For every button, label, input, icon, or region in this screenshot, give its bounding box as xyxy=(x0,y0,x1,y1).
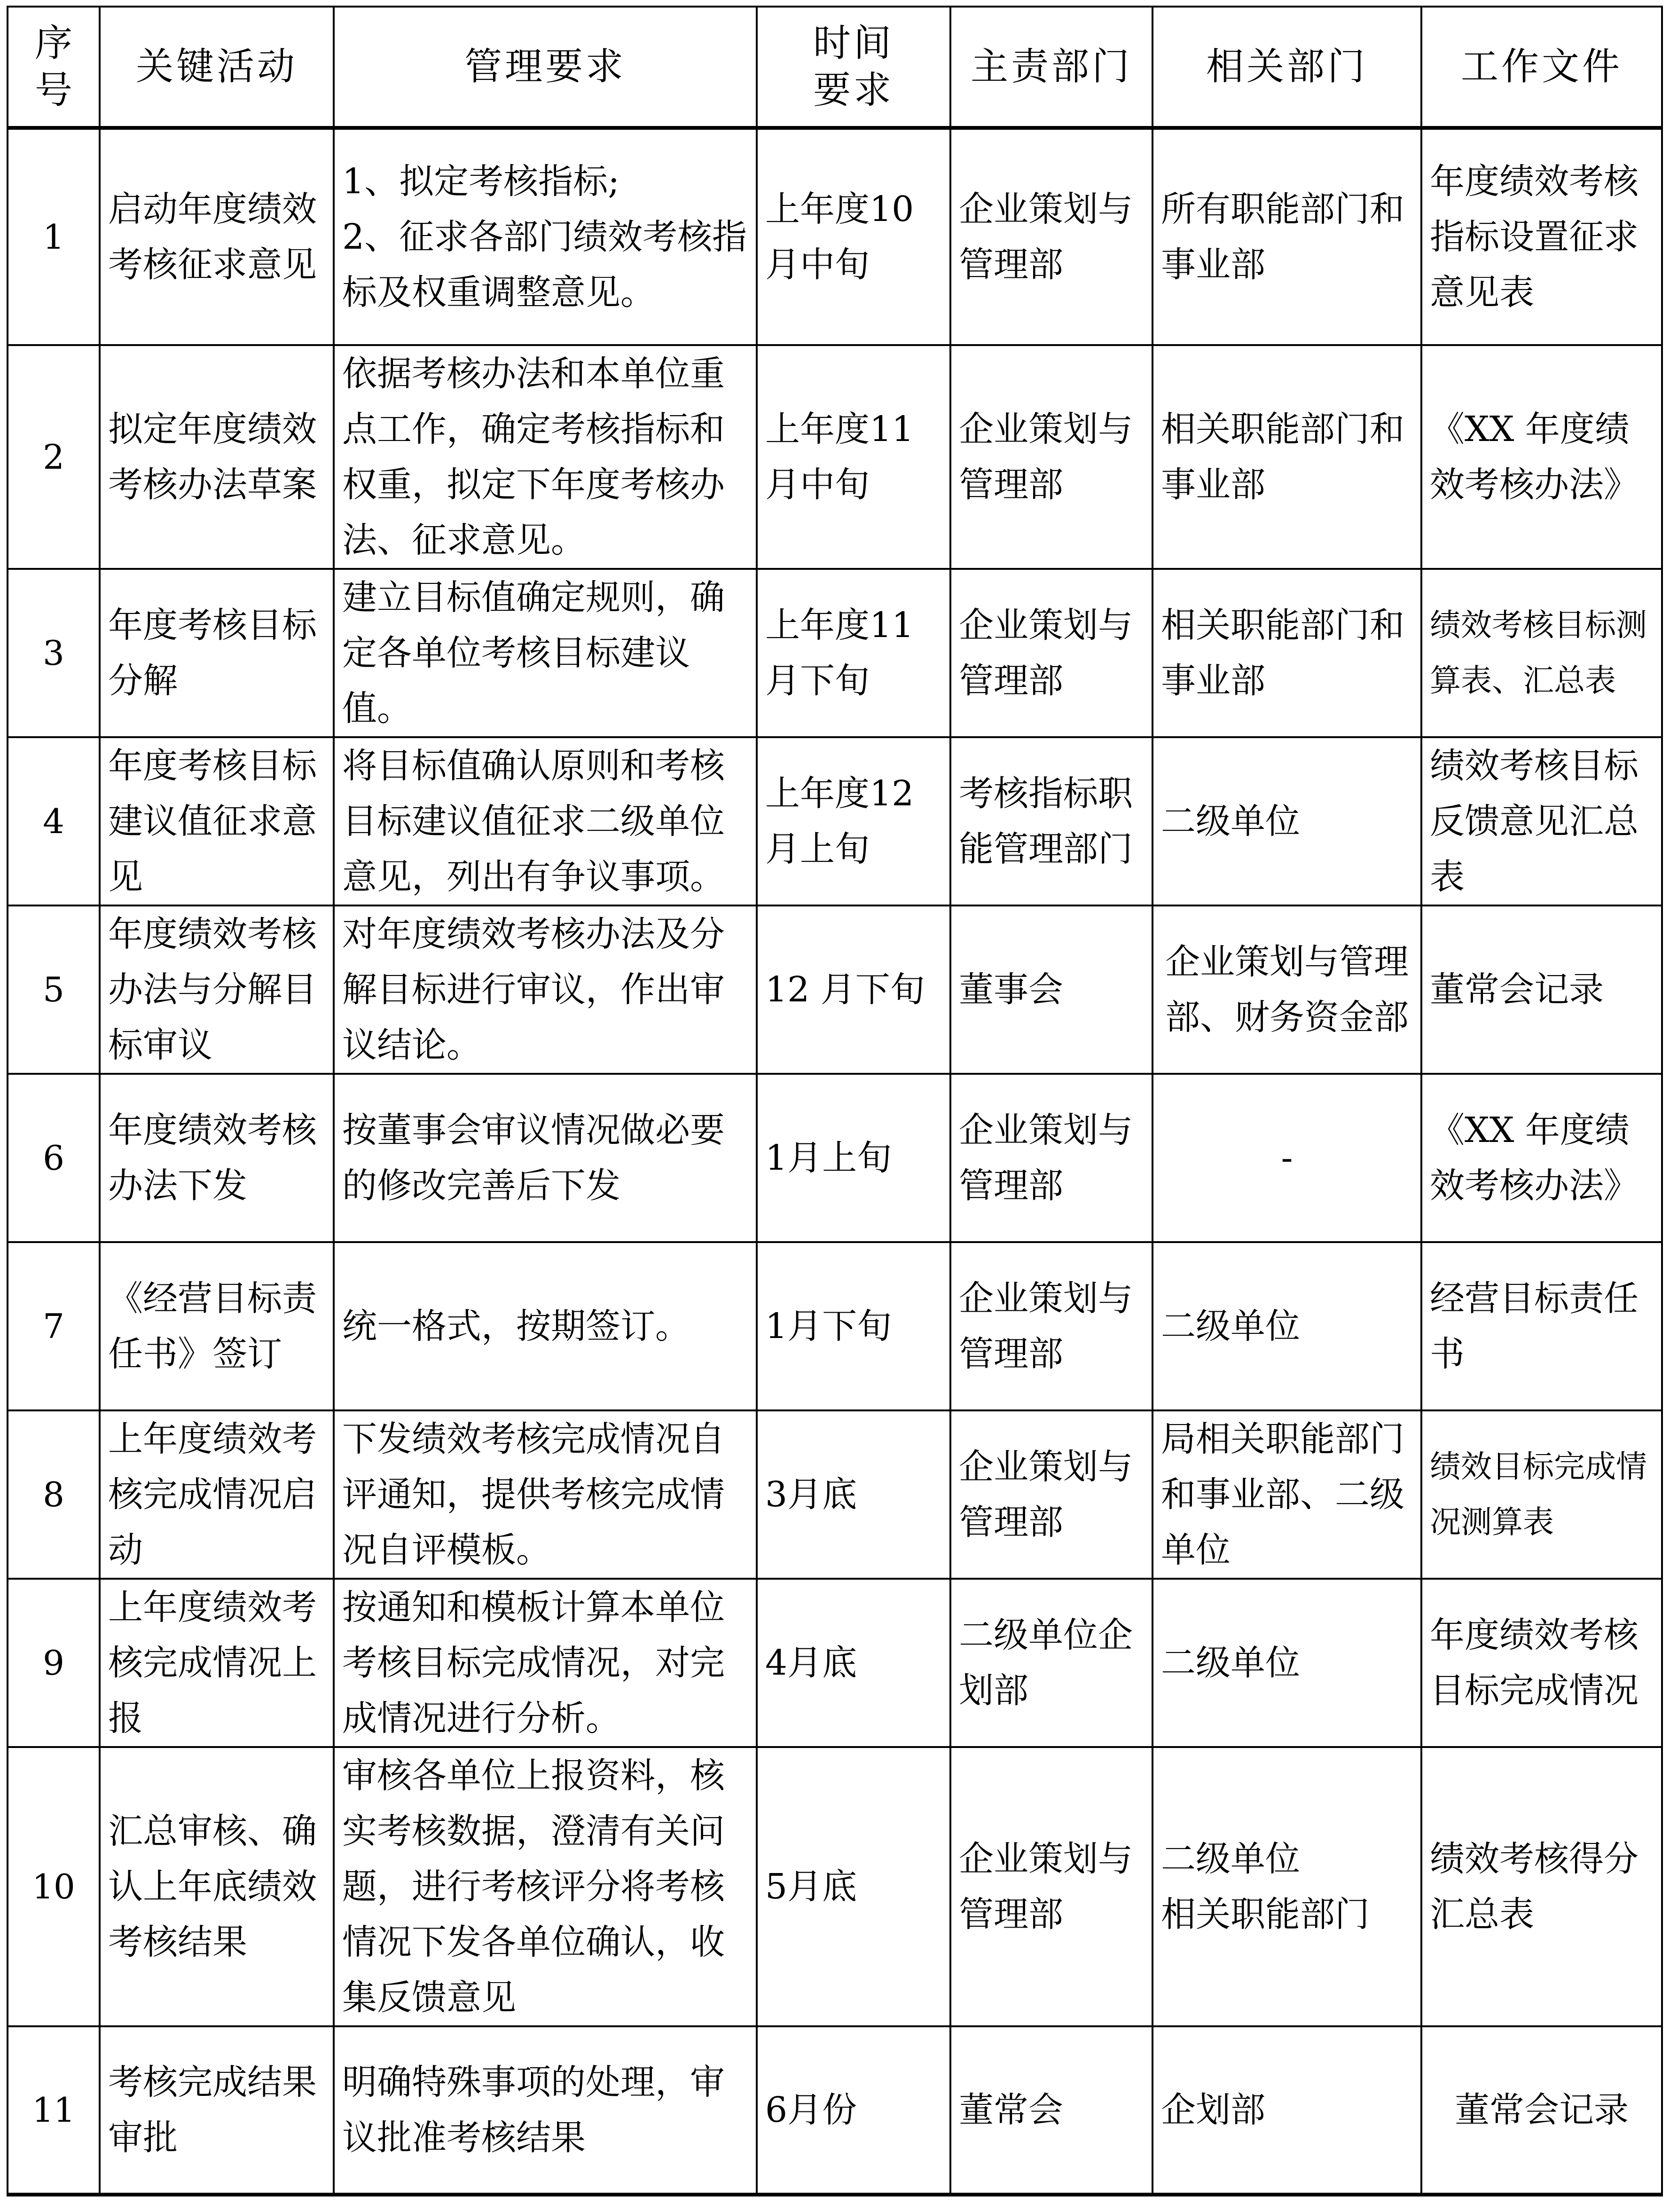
cell-docs: 《XX 年度绩效考核办法》 xyxy=(1421,345,1662,569)
cell-owner: 企业策划与管理部 xyxy=(950,1747,1153,2026)
cell-docs: 绩效考核目标测算表、汇总表 xyxy=(1421,569,1662,737)
cell-seq: 2 xyxy=(8,345,100,569)
cell-related: 相关职能部门和事业部 xyxy=(1153,345,1421,569)
cell-requirement: 明确特殊事项的处理，审议批准考核结果 xyxy=(334,2026,757,2195)
cell-activity: 启动年度绩效考核征求意见 xyxy=(100,128,334,345)
cell-time: 3月底 xyxy=(757,1410,950,1579)
cell-activity: 年度考核目标分解 xyxy=(100,569,334,737)
cell-requirement: 按通知和模板计算本单位考核目标完成情况，对完成情况进行分析。 xyxy=(334,1579,757,1747)
cell-seq: 8 xyxy=(8,1410,100,1579)
cell-owner: 企业策划与管理部 xyxy=(950,1242,1153,1410)
header-related: 相关部门 xyxy=(1153,7,1421,128)
header-requirement: 管理要求 xyxy=(334,7,757,128)
table-row xyxy=(8,1579,1662,1747)
table-row xyxy=(8,737,1662,905)
cell-time: 上年度11月下旬 xyxy=(757,569,950,737)
cell-activity: 年度绩效考核办法与分解目标审议 xyxy=(100,905,334,1074)
cell-time: 上年度12月上旬 xyxy=(757,737,950,905)
cell-owner: 董常会 xyxy=(950,2026,1153,2195)
table-row xyxy=(8,345,1662,569)
cell-activity: 上年度绩效考核完成情况上报 xyxy=(100,1579,334,1747)
cell-owner: 企业策划与管理部 xyxy=(950,569,1153,737)
cell-requirement: 审核各单位上报资料，核实考核数据，澄清有关问题，进行考核评分将考核情况下发各单位确认，收集反馈意见 xyxy=(334,1747,757,2026)
cell-docs: 董常会记录 xyxy=(1421,2026,1662,2195)
cell-time: 上年度11月中旬 xyxy=(757,345,950,569)
cell-activity: 年度绩效考核办法下发 xyxy=(100,1074,334,1242)
cell-related: 所有职能部门和事业部 xyxy=(1153,128,1421,345)
table-row xyxy=(8,569,1662,737)
cell-requirement: 下发绩效考核完成情况自评通知，提供考核完成情况自评模板。 xyxy=(334,1410,757,1579)
cell-requirement: 统一格式，按期签订。 xyxy=(334,1242,757,1410)
cell-time: 6月份 xyxy=(757,2026,950,2195)
cell-docs: 年度绩效考核目标完成情况 xyxy=(1421,1579,1662,1747)
cell-related: 相关职能部门和事业部 xyxy=(1153,569,1421,737)
cell-owner: 董事会 xyxy=(950,905,1153,1074)
table-row xyxy=(8,2026,1662,2195)
performance-process-table xyxy=(7,6,1663,2196)
cell-owner: 企业策划与管理部 xyxy=(950,1410,1153,1579)
cell-seq: 4 xyxy=(8,737,100,905)
cell-activity: 年度考核目标建议值征求意见 xyxy=(100,737,334,905)
cell-requirement: 建立目标值确定规则，确定各单位考核目标建议值。 xyxy=(334,569,757,737)
cell-docs: 绩效目标完成情况测算表 xyxy=(1421,1410,1662,1579)
cell-activity: 汇总审核、确认上年底绩效考核结果 xyxy=(100,1747,334,2026)
cell-owner: 企业策划与管理部 xyxy=(950,128,1153,345)
table-row xyxy=(8,128,1662,345)
cell-docs: 绩效考核目标反馈意见汇总表 xyxy=(1421,737,1662,905)
cell-owner: 企业策划与管理部 xyxy=(950,345,1153,569)
cell-requirement: 依据考核办法和本单位重点工作，确定考核指标和权重，拟定下年度考核办法、征求意见。 xyxy=(334,345,757,569)
cell-related: - xyxy=(1153,1074,1421,1242)
cell-docs: 年度绩效考核指标设置征求意见表 xyxy=(1421,128,1662,345)
cell-seq: 10 xyxy=(8,1747,100,2026)
cell-requirement: 将目标值确认原则和考核目标建议值征求二级单位意见，列出有争议事项。 xyxy=(334,737,757,905)
cell-related: 二级单位 xyxy=(1153,737,1421,905)
table-row xyxy=(8,905,1662,1074)
cell-requirement: 1、拟定考核指标; 2、征求各部门绩效考核指标及权重调整意见。 xyxy=(334,128,757,345)
cell-docs: 绩效考核得分汇总表 xyxy=(1421,1747,1662,2026)
header-activity: 关键活动 xyxy=(100,7,334,128)
cell-seq: 9 xyxy=(8,1579,100,1747)
header-owner: 主责部门 xyxy=(950,7,1153,128)
cell-requirement: 对年度绩效考核办法及分解目标进行审议，作出审议结论。 xyxy=(334,905,757,1074)
cell-seq: 6 xyxy=(8,1074,100,1242)
cell-seq: 7 xyxy=(8,1242,100,1410)
table-row xyxy=(8,1074,1662,1242)
cell-owner: 二级单位企划部 xyxy=(950,1579,1153,1747)
cell-seq: 1 xyxy=(8,128,100,345)
cell-related: 局相关职能部门和事业部、二级单位 xyxy=(1153,1410,1421,1579)
cell-time: 12 月下旬 xyxy=(757,905,950,1074)
cell-related: 二级单位 xyxy=(1153,1242,1421,1410)
table-header-row xyxy=(8,7,1662,128)
cell-time: 1月上旬 xyxy=(757,1074,950,1242)
cell-activity: 考核完成结果审批 xyxy=(100,2026,334,2195)
cell-seq: 5 xyxy=(8,905,100,1074)
cell-related: 企业策划与管理部、财务资金部 xyxy=(1153,905,1421,1074)
cell-requirement: 按董事会审议情况做必要的修改完善后下发 xyxy=(334,1074,757,1242)
cell-time: 5月底 xyxy=(757,1747,950,2026)
cell-related: 企划部 xyxy=(1153,2026,1421,2195)
header-seq: 序号 xyxy=(8,7,100,128)
cell-related: 二级单位 xyxy=(1153,1579,1421,1747)
cell-seq: 3 xyxy=(8,569,100,737)
table-row xyxy=(8,1747,1662,2026)
cell-owner: 考核指标职能管理部门 xyxy=(950,737,1153,905)
header-time: 时间要求 xyxy=(757,7,950,128)
cell-time: 4月底 xyxy=(757,1579,950,1747)
header-docs: 工作文件 xyxy=(1421,7,1662,128)
table-row xyxy=(8,1242,1662,1410)
cell-related: 二级单位 相关职能部门 xyxy=(1153,1747,1421,2026)
cell-activity: 《经营目标责任书》签订 xyxy=(100,1242,334,1410)
cell-docs: 董常会记录 xyxy=(1421,905,1662,1074)
cell-docs: 经营目标责任书 xyxy=(1421,1242,1662,1410)
cell-time: 1月下旬 xyxy=(757,1242,950,1410)
cell-activity: 拟定年度绩效考核办法草案 xyxy=(100,345,334,569)
cell-owner: 企业策划与管理部 xyxy=(950,1074,1153,1242)
table-row xyxy=(8,1410,1662,1579)
cell-time: 上年度10月中旬 xyxy=(757,128,950,345)
cell-seq: 11 xyxy=(8,2026,100,2195)
cell-activity: 上年度绩效考核完成情况启动 xyxy=(100,1410,334,1579)
cell-docs: 《XX 年度绩效考核办法》 xyxy=(1421,1074,1662,1242)
